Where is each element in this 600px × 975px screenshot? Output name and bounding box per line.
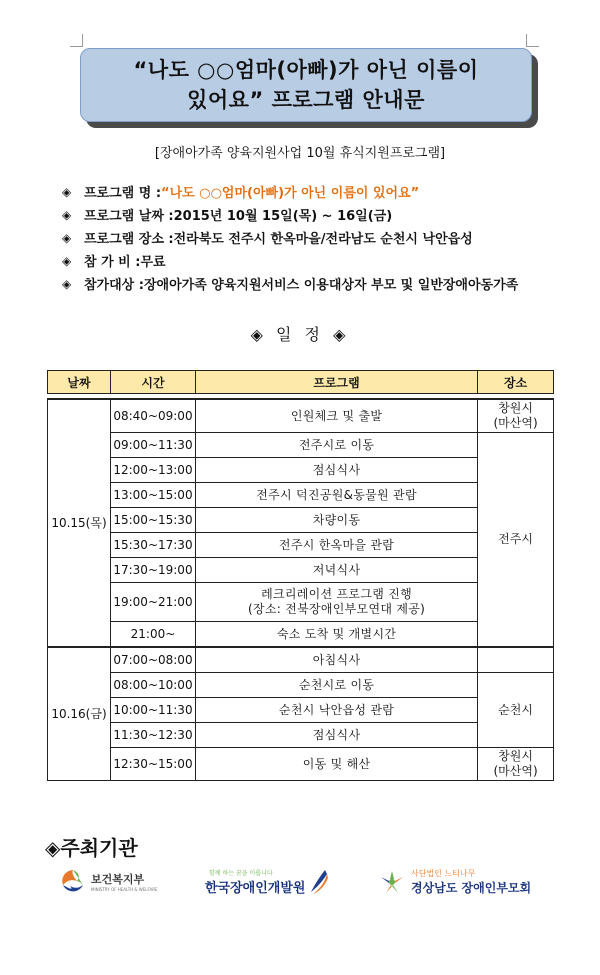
- program-cell: 아침식사: [195, 647, 477, 673]
- time-cell: 12:00~13:00: [110, 458, 195, 483]
- koddi-slogan: 함께 하는 꿈을 이룹니다: [209, 870, 273, 877]
- time-cell: 15:00~15:30: [110, 508, 195, 533]
- title-line-2: 있어요” 프로그램 안내문: [187, 88, 425, 112]
- date-cell: 10.16(금): [48, 647, 111, 781]
- title-line-1: “나도 ○○엄마(아빠)가 아닌 이름이: [133, 58, 479, 82]
- program-cell: 점심식사: [195, 458, 477, 483]
- ministry-name: 보건복지부: [91, 872, 145, 886]
- program-cell: 전주시 덕진공원&동물원 관람: [195, 483, 477, 508]
- place-line: (마산역): [493, 416, 538, 430]
- table-row: [48, 583, 554, 622]
- table-row: [48, 748, 554, 781]
- time-cell: 09:00~11:30: [110, 433, 195, 458]
- time-cell: 12:30~15:00: [110, 748, 195, 781]
- program-cell: 차량이동: [195, 508, 477, 533]
- info-row-target: [62, 272, 518, 295]
- koddi-swoosh-icon: [307, 868, 329, 896]
- info-value: “나도 ○○엄마(아빠)가 아닌 이름이 있어요”: [161, 186, 420, 201]
- ministry-name-en: MINISTRY OF HEALTH & WELFARE: [91, 886, 158, 892]
- ministry-emblem-icon: [60, 868, 86, 894]
- table-header-row: [48, 371, 554, 394]
- table-row: [48, 723, 554, 748]
- info-row-name: [62, 180, 518, 203]
- time-cell: 07:00~08:00: [110, 647, 195, 673]
- info-label: 참가대상 :: [84, 278, 144, 293]
- ministry-logo: [60, 868, 158, 894]
- table-row: [48, 508, 554, 533]
- program-cell: 순천시로 이동: [195, 673, 477, 698]
- program-line: (장소: 전북장애인부모연대 제공): [247, 602, 426, 616]
- diamond-bullet-icon: ◈: [62, 230, 72, 245]
- place-line: 창원시: [498, 401, 533, 415]
- place-cell: [478, 748, 554, 781]
- koddi-logo: [205, 868, 329, 896]
- program-cell: [195, 583, 477, 622]
- table-row: [48, 533, 554, 558]
- parents-assoc-emblem-icon: [377, 869, 407, 895]
- title-box: [80, 48, 532, 122]
- koddi-name: 한국장애인개발원: [205, 881, 306, 896]
- table-row: [48, 458, 554, 483]
- table-row: [48, 399, 554, 433]
- program-cell: 전주시로 이동: [195, 433, 477, 458]
- diamond-bullet-icon: ◈: [62, 253, 72, 268]
- time-cell: 08:00~10:00: [110, 673, 195, 698]
- program-cell: 점심식사: [195, 723, 477, 748]
- place-line: 창원시: [498, 749, 533, 763]
- program-cell: 순천시 낙안읍성 관람: [195, 698, 477, 723]
- crop-mark-left: [70, 34, 83, 47]
- table-row: [48, 622, 554, 648]
- parents-assoc-subtitle: 사단법인 느티나무: [411, 869, 476, 878]
- place-line: (마산역): [493, 764, 538, 778]
- place-cell: 순천시: [478, 673, 554, 748]
- header-program: 프로그램: [195, 371, 477, 394]
- place-cell: [478, 647, 554, 673]
- program-info: [62, 180, 518, 295]
- program-cell: 이동 및 해산: [195, 748, 477, 781]
- info-value: 장애아가족 양육지원서비스 이용대상자 부모 및 일반장애아동가족: [143, 278, 519, 293]
- header-date: 날짜: [48, 371, 111, 394]
- program-cell: 전주시 한옥마을 관람: [195, 533, 477, 558]
- time-cell: 10:00~11:30: [110, 698, 195, 723]
- program-cell: 저녁식사: [195, 558, 477, 583]
- table-row: [48, 483, 554, 508]
- info-value: 전라북도 전주시 한옥마을/전라남도 순천시 낙안읍성: [173, 232, 473, 247]
- schedule-title: ◈ 일 정 ◈: [250, 325, 350, 344]
- parents-assoc-logo: [377, 868, 531, 896]
- table-row: [48, 698, 554, 723]
- table-row: [48, 647, 554, 673]
- subtitle: [장애아가족 양육지원사업 10월 휴식지원프로그램]: [154, 146, 446, 161]
- table-row: [48, 558, 554, 583]
- table-row: [48, 433, 554, 458]
- info-label: 참 가 비 :: [84, 255, 141, 270]
- info-label: 프로그램 명 :: [84, 186, 162, 201]
- time-cell: 11:30~12:30: [110, 723, 195, 748]
- info-row-fee: [62, 249, 518, 272]
- time-cell: 08:40~09:00: [110, 399, 195, 433]
- diamond-bullet-icon: ◈: [62, 276, 72, 291]
- info-label: 프로그램 장소 :: [84, 232, 174, 247]
- time-cell: 15:30~17:30: [110, 533, 195, 558]
- time-cell: 13:00~15:00: [110, 483, 195, 508]
- header-time: 시간: [110, 371, 195, 394]
- crop-mark-right: [526, 34, 539, 47]
- program-line: 레크리레이션 프로그램 진행: [261, 587, 413, 601]
- time-cell: 17:30~19:00: [110, 558, 195, 583]
- time-cell: 21:00~: [110, 622, 195, 648]
- program-cell: 인원체크 및 출발: [195, 399, 477, 433]
- header-place: 장소: [478, 371, 554, 394]
- date-cell: 10.15(목): [48, 399, 111, 647]
- host-logos: [0, 868, 600, 908]
- host-organizations-title: ◈주최기관: [45, 836, 138, 860]
- info-value: 2015년 10월 15일(목) ~ 16일(금): [173, 209, 393, 224]
- place-cell: [478, 399, 554, 433]
- diamond-bullet-icon: ◈: [62, 184, 72, 199]
- diamond-bullet-icon: ◈: [62, 207, 72, 222]
- schedule-table: [47, 370, 554, 781]
- time-cell: 19:00~21:00: [110, 583, 195, 622]
- parents-assoc-name: 경상남도 장애인부모회: [411, 881, 532, 895]
- place-cell: 전주시: [478, 433, 554, 648]
- info-value: 무료: [140, 255, 166, 270]
- program-cell: 숙소 도착 및 개별시간: [195, 622, 477, 648]
- info-label: 프로그램 날짜 :: [84, 209, 174, 224]
- info-row-place: [62, 226, 518, 249]
- info-row-date: [62, 203, 518, 226]
- table-row: [48, 673, 554, 698]
